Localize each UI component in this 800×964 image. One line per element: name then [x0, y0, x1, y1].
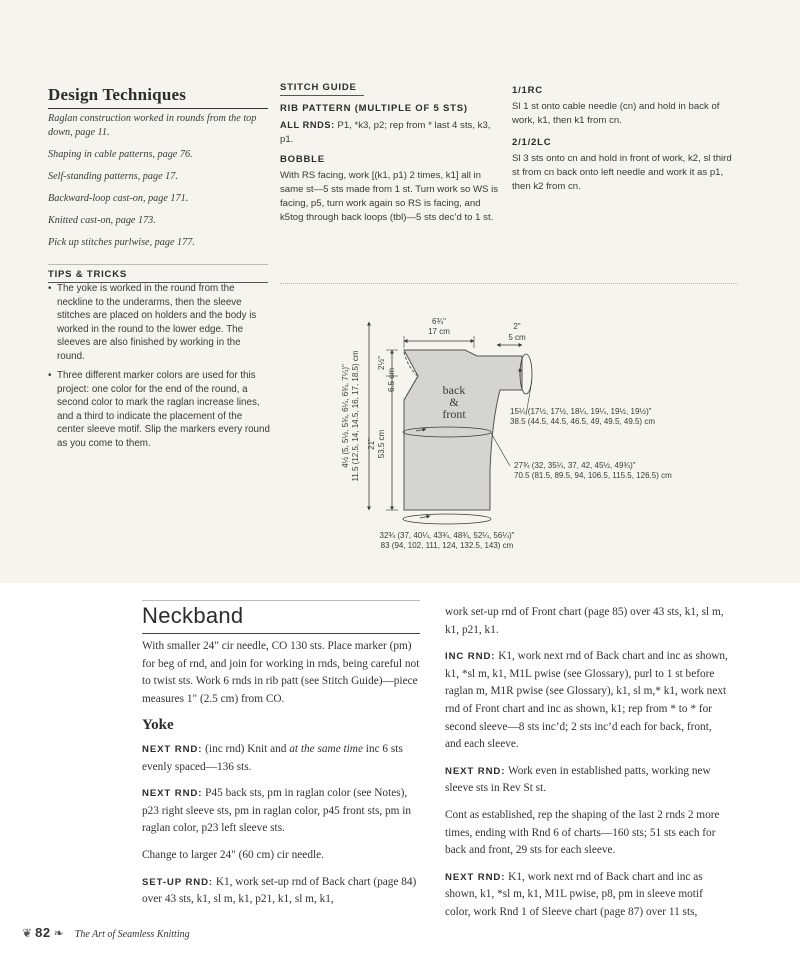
yoke-inc-rnd [445, 648, 729, 754]
technique-item: Knitted cast-on, page 173. [48, 215, 156, 226]
right-column [445, 604, 729, 931]
bobble-heading: BOBBLE [280, 154, 325, 165]
yoke-last-rnd [445, 869, 729, 922]
rib-text: P1, *k3, p2; rep from * last 4 sts, k3, p1. [280, 120, 491, 145]
instruction-label: NEXT RND: [445, 765, 506, 777]
stitch-guide-heading: STITCH GUIDE [280, 82, 364, 96]
yoke-next-rnd-2 [142, 785, 422, 838]
technique-item: Shaping in cable patterns, page 76. [48, 149, 193, 160]
neck-width-in: 6¾" [432, 317, 446, 326]
rib-pattern-heading: RIB PATTERN (MULTIPLE OF 5 STS) [280, 103, 468, 114]
hem-loop [403, 514, 491, 524]
rc-heading: 1/1RC [512, 85, 543, 96]
total-length-in: 4½ (5, 5½, 5¾, 6¼, 6¾, 7¼)" [341, 364, 350, 468]
sleeve-in: 15¼ (17½, 17½, 18¼, 19¼, 19½, 19½)" [510, 407, 652, 416]
yoke-next-rnd-1 [142, 741, 422, 776]
technique-item: Raglan construction worked in rounds from the top down, page 11. [48, 113, 257, 138]
sleeve-cm: 38.5 (44.5, 44.5, 46.5, 49, 49.5, 49.5) cm [510, 417, 655, 426]
lc-heading: 2/1/2LC [512, 137, 552, 148]
design-techniques-heading: Design Techniques [48, 85, 268, 109]
instruction-label: NEXT RND: [142, 743, 203, 755]
book-title: The Art of Seamless Knitting [74, 929, 190, 940]
tips-heading: TIPS & TRICKS [48, 264, 268, 283]
technique-item: Self-standing patterns, page 17. [48, 171, 178, 182]
total-length-cm: 11.5 (12.5, 14, 14.5, 16, 17, 18.5) cm [351, 350, 360, 482]
bobble-text: With RS facing, work [(k1, p1) 2 times, k1] all in same st—5 sts made from 1 st. Turn work so WS is facing, p5, turn work again so RS is facing, and k5tog through back loops (tbl)—5 sts dec’d to 1 st. [280, 170, 499, 223]
back-label: back [442, 383, 466, 397]
neck-width-cm: 17 cm [428, 327, 450, 336]
body-length-in: 21" [367, 438, 376, 450]
instruction-text: (inc rnd) Knit and [202, 742, 290, 755]
front-label: front [442, 407, 466, 421]
hem-cm: 83 (94, 102, 111, 124, 132.5, 143) cm [380, 541, 514, 550]
hem-in: 32¾ (37, 40¼, 43¾, 48¾, 52¼, 56¼)" [379, 531, 515, 540]
neckband-paragraph: With smaller 24" cir needle, CO 130 sts. Place marker (pm) for beg of rnd, and join for working in rnds, being careful not to twist sts. Work 6 rnds in rib patt (see Stitch Guide)—piece measures 1" (2.5 cm) from CO. [142, 640, 420, 705]
instruction-emphasis: at the same time [289, 742, 363, 755]
neckband-top-rule [142, 600, 420, 601]
instruction-label: NEXT RND: [445, 871, 506, 883]
chest-in: 27¾ (32, 35¼, 37, 42, 45½, 49¾)" [514, 461, 636, 470]
shoulder-width-cm: 5 cm [508, 333, 526, 342]
yoke-setup-rnd [142, 874, 422, 909]
instruction-label: INC RND: [445, 651, 496, 663]
technique-item: Pick up stitches purlwise, page 177. [48, 237, 195, 248]
neckband-heading: Neckband [142, 603, 420, 634]
chest-cm: 70.5 (81.5, 89.5, 94, 106.5, 115.5, 126.5) cm [514, 471, 672, 480]
page-footer [22, 925, 190, 940]
technique-item: Backward-loop cast-on, page 171. [48, 193, 189, 204]
instruction-text: inc 6 sts evenly spaced—136 sts. [142, 742, 403, 773]
yoke-heading: Yoke [142, 717, 174, 734]
yoke-depth-cm: 6.5 cm [387, 367, 396, 393]
yoke-depth-in: 2½" [377, 356, 386, 370]
leaf-ornament-icon: ❧ [53, 926, 64, 940]
instruction-text: K1, work next rnd of Back chart and inc as shown, k1, *sl m, k1, M1L pwise (see Glossary), purl to 1 st before raglan m, M1R pwise (see Glossary), k1, sl m,* k1, work next rnd of Front chart and inc as shown, k1; rep from * to * for second sleeve—8 sts inc’d; 2 sts inc’d each for back, front, and each sleeve. [445, 650, 728, 751]
instruction-text: K1, work next rnd of Back chart and inc as shown, k1, *sl m, k1, M1L pwise, p8, pm in sleeve motif color, work Rnd 1 of Sleeve chart (page 87) over 11 sts, [445, 870, 703, 918]
yoke-continue-paragraph: Cont as established, rep the shaping of the last 2 rnds 2 more times, ending with Rnd 6 of charts—160 sts; 51 sts each for back and front, 29 sts for each sleeve. [445, 808, 720, 857]
instruction-label: SET-UP RND: [142, 876, 214, 888]
lc-text: Sl 3 sts onto cn and hold in front of work, k2, sl third st from cn back onto left needle and work it as p1, then k2 from cn. [512, 153, 732, 192]
instruction-text: Work even in established patts, working new sleeve sts in Rev St st. [445, 764, 711, 795]
ampersand-label: & [449, 395, 459, 409]
setup-continuation: work set-up rnd of Front chart (page 85) over 43 sts, k1, sl m, k1, p21, k1. [445, 606, 724, 636]
left-column [142, 638, 422, 918]
instruction-text: K1, work set-up rnd of Back chart (page 84) over 43 sts, k1, sl m, k1, p21, k1, sl m, k1, [142, 875, 417, 906]
yoke-even-rnd [445, 763, 729, 798]
shoulder-width-in: 2" [513, 322, 521, 331]
page-number: 82 [35, 925, 51, 940]
body-length-cm: 53.5 cm [377, 429, 386, 459]
rib-label: ALL RNDS: [280, 120, 335, 130]
tip-item: • Three different marker colors are used for this project: one color for the end of the round, a second color to mark the raglan increase lines, and a third to indicate the placement of the center sleeve motif. Slip the markers every round as you come to them. [48, 369, 270, 450]
instruction-label: NEXT RND: [142, 788, 203, 800]
leaf-ornament-icon: ❦ [22, 926, 33, 940]
instruction-text: P45 back sts, pm in raglan color (see Notes), p23 right sleeve sts, pm in raglan color, p45 front sts, pm in raglan color, p23 left sleeve sts. [142, 787, 412, 835]
change-needle-paragraph: Change to larger 24" (60 cm) cir needle. [142, 848, 324, 861]
rc-text: Sl 1 st onto cable needle (cn) and hold in back of work, k1, then k1 from cn. [512, 101, 720, 126]
tip-item: • The yoke is worked in the round from the neckline to the underarms, then the sleeve stitches are placed on holders and the body is worked in the round to the lower edge. The sleeves are also finished by working in the round. [48, 282, 270, 363]
